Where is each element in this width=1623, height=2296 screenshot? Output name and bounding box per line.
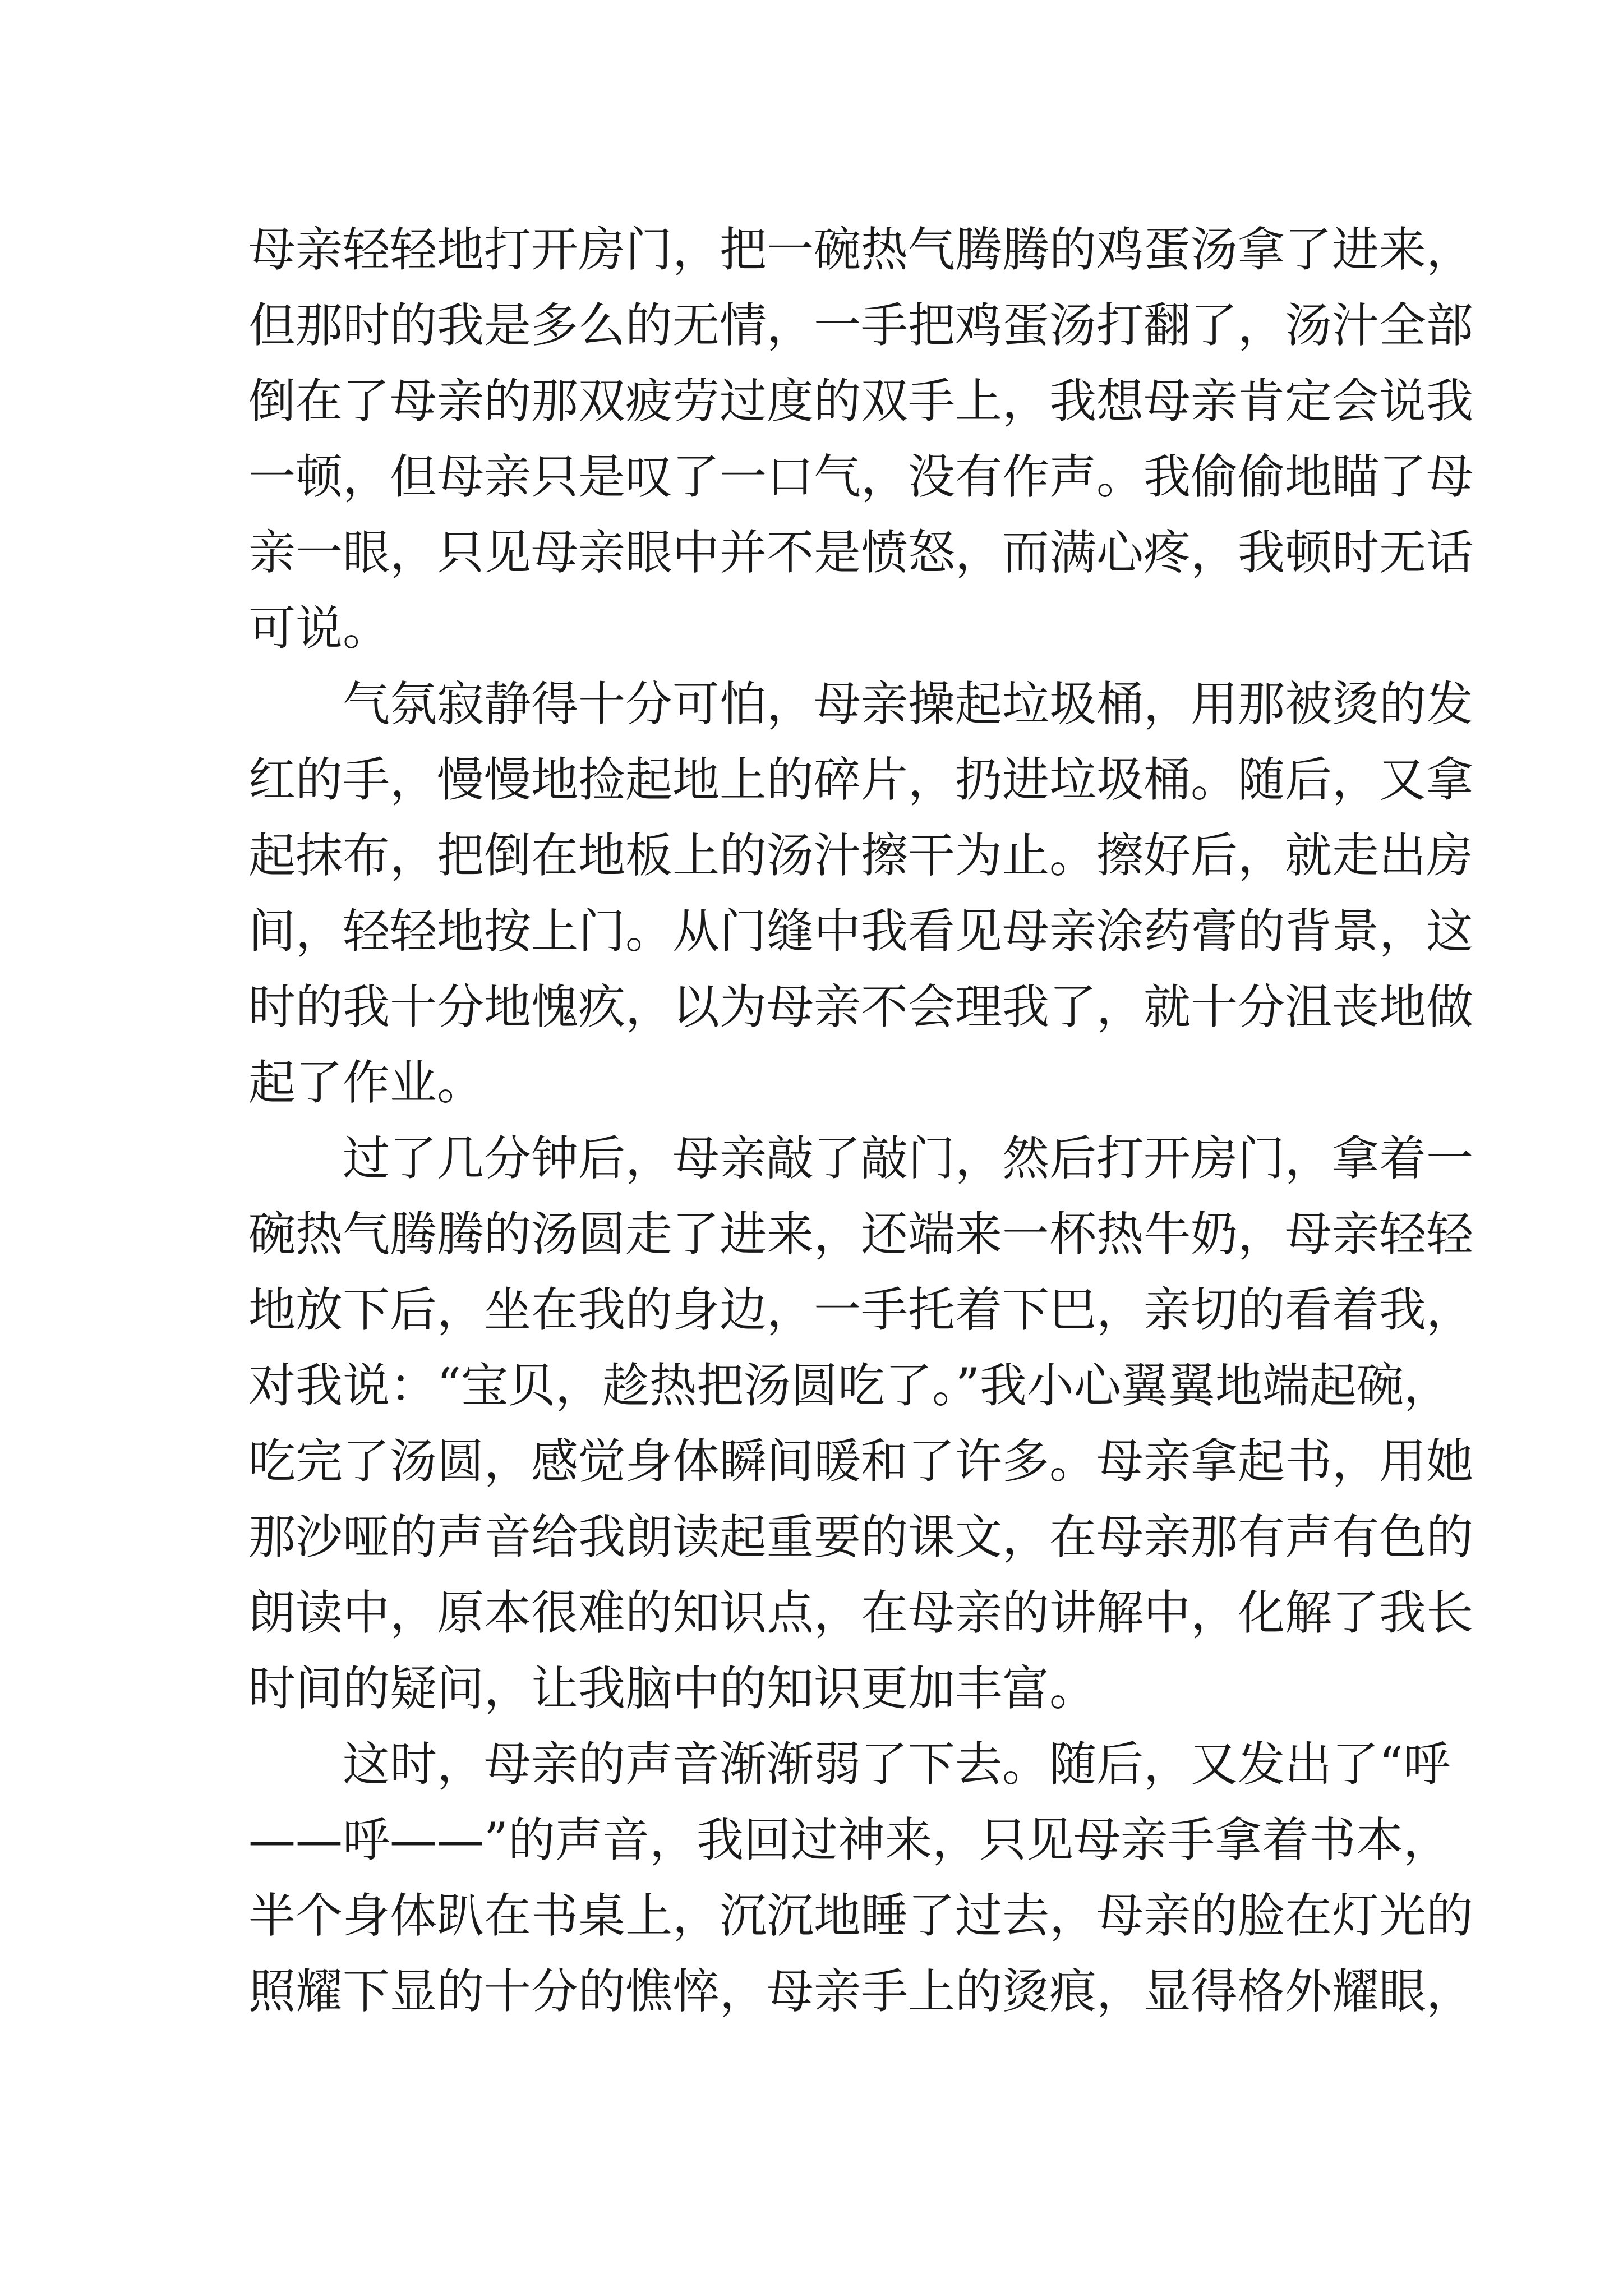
text-line: 时的我十分地愧疚，以为母亲不会理我了，就十分沮丧地做	[248, 979, 1474, 1034]
text-line: 吃完了汤圆，感觉身体瞬间暖和了许多。母亲拿起书，用她	[248, 1434, 1474, 1489]
text-line: ——呼——”的声音，我回过神来，只见母亲手拿着书本，	[248, 1812, 1450, 1867]
text-line: 半个身体趴在书桌上，沉沉地睡了过去，母亲的脸在灯光的	[248, 1888, 1474, 1943]
text-line: 红的手，慢慢地捡起地上的碎片，扔进垃圾桶。随后，又拿	[248, 752, 1474, 807]
text-line: 母亲轻轻地打开房门，把一碗热气腾腾的鸡蛋汤拿了进来，	[248, 222, 1474, 277]
text-line: 照耀下显的十分的憔悴，母亲手上的烫痕，显得格外耀眼，	[248, 1964, 1474, 2019]
text-line: 时间的疑问，让我脑中的知识更加丰富。	[248, 1661, 1097, 1716]
text-line: 过了几分钟后，母亲敲了敲门，然后打开房门，拿着一	[343, 1131, 1474, 1186]
text-line: 一顿，但母亲只是叹了一口气，没有作声。我偷偷地瞄了母	[248, 449, 1474, 504]
document-body	[248, 212, 1474, 2030]
text-line: 间，轻轻地按上门。从门缝中我看见母亲涂药膏的背景，这	[248, 904, 1474, 959]
text-line: 碗热气腾腾的汤圆走了进来，还端来一杯热牛奶，母亲轻轻	[248, 1207, 1474, 1262]
text-line: 亲一眼，只见母亲眼中并不是愤怒，而满心疼，我顿时无话	[248, 525, 1474, 580]
paragraph-1	[248, 212, 1474, 666]
paragraph-2	[248, 666, 1474, 1121]
text-line: 起抹布，把倒在地板上的汤汁擦干为止。擦好后，就走出房	[248, 828, 1474, 883]
text-line: 对我说：“宝贝，趁热把汤圆吃了。”我小心翼翼地端起碗，	[248, 1358, 1451, 1413]
paragraph-3	[248, 1121, 1474, 1727]
text-line: 那沙哑的声音给我朗读起重要的课文，在母亲那有声有色的	[248, 1510, 1474, 1565]
text-line: 朗读中，原本很难的知识点，在母亲的讲解中，化解了我长	[248, 1585, 1474, 1640]
text-line: 可说。	[248, 601, 390, 656]
text-line: 但那时的我是多么的无情，一手把鸡蛋汤打翻了，汤汁全部	[248, 298, 1474, 353]
paragraph-4	[248, 1727, 1474, 2030]
text-line: 地放下后，坐在我的身边，一手托着下巴，亲切的看着我，	[248, 1282, 1474, 1337]
text-line: 起了作业。	[248, 1055, 485, 1110]
text-line: 倒在了母亲的那双疲劳过度的双手上，我想母亲肯定会说我	[248, 374, 1474, 429]
text-line: 这时，母亲的声音渐渐弱了下去。随后，又发出了“呼	[343, 1737, 1450, 1792]
text-line: 气氛寂静得十分可怕，母亲操起垃圾桶，用那被烫的发	[343, 677, 1474, 731]
